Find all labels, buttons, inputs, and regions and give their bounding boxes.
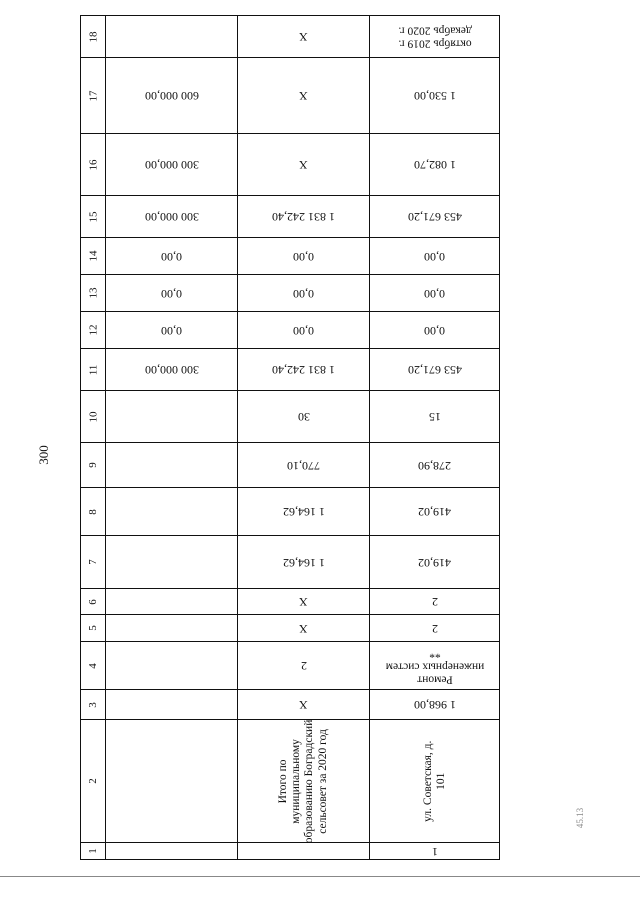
table-cell (237, 843, 369, 859)
table-cell: X (237, 589, 369, 614)
table-cell: октябрь 2019 г. декабрь 2020 г. (369, 16, 499, 57)
column-number: 4 (87, 662, 99, 669)
table-cell: 1 164,62 (237, 488, 369, 535)
table-cell: 453 671,20 (369, 349, 499, 390)
table-cell (105, 843, 237, 859)
column-number: 10 (87, 411, 99, 422)
table-cell: 300 000,00 (105, 134, 237, 195)
table-cell: 0,00 (237, 238, 369, 274)
table-cell: Итого по муниципальному образованию Боградский сельсовет за 2020 год (237, 720, 369, 842)
table-cell: 1 082,70 (369, 134, 499, 195)
table-cell: 2 (237, 642, 369, 689)
table-cell: 2 (369, 615, 499, 641)
column-number: 18 (87, 31, 99, 42)
table-row (81, 488, 499, 536)
table-cell: X (237, 134, 369, 195)
table-row (81, 843, 499, 859)
table-cell: 0,00 (105, 275, 237, 311)
table-cell (105, 16, 237, 57)
table-row (81, 275, 499, 312)
table-cell: X (237, 16, 369, 57)
table-cell: 453 671,20 (369, 196, 499, 237)
table-cell: 1 831 242,40 (237, 349, 369, 390)
table-cell: 300 000,00 (105, 349, 237, 390)
table-cell: 1 (369, 843, 499, 859)
column-number: 6 (87, 598, 99, 605)
table-row (81, 642, 499, 690)
table-row (81, 312, 499, 349)
table-cell: 278,90 (369, 443, 499, 487)
table-cell: 600 000,00 (105, 58, 237, 133)
table-row (81, 391, 499, 443)
table-row (81, 589, 499, 615)
table-cell (105, 391, 237, 442)
table-row (81, 615, 499, 642)
column-number: 9 (87, 462, 99, 468)
table-cell: 1 831 242,40 (237, 196, 369, 237)
column-number: 12 (87, 324, 99, 336)
column-number: 1 (87, 848, 99, 854)
table-cell: 2 (369, 589, 499, 614)
table-row (81, 16, 499, 58)
column-number: 3 (87, 701, 99, 708)
column-number: 2 (87, 778, 99, 784)
column-number: 17 (87, 90, 99, 101)
table-cell: 0,00 (369, 275, 499, 311)
table-row (81, 238, 499, 275)
table-cell: X (237, 690, 369, 719)
table-cell: Ремонт инженерных систем ** (369, 642, 499, 689)
table-cell (105, 536, 237, 588)
table-cell (105, 488, 237, 535)
table-cell: 1 968,00 (369, 690, 499, 719)
column-number: 13 (87, 287, 99, 299)
table-cell: 1 164,62 (237, 536, 369, 588)
table-cell (105, 642, 237, 689)
column-number: 7 (87, 559, 99, 565)
table-row (81, 196, 499, 238)
table-cell: 0,00 (369, 238, 499, 274)
table-row (81, 58, 499, 134)
table-row (81, 536, 499, 589)
page-bottom-edge (0, 876, 640, 877)
table-cell: 770,10 (237, 443, 369, 487)
table-cell (105, 615, 237, 641)
table-cell (105, 720, 237, 842)
table-row (81, 349, 499, 391)
table-cell: 0,00 (237, 275, 369, 311)
table-row (81, 134, 499, 196)
table-cell: 15 (369, 391, 499, 442)
column-number: 15 (87, 211, 99, 222)
column-number: 5 (87, 625, 99, 631)
table-cell (105, 690, 237, 719)
table-row (81, 443, 499, 488)
table-cell: X (237, 58, 369, 133)
table-cell: 419,02 (369, 488, 499, 535)
table-cell: 30 (237, 391, 369, 442)
table-cell: ул. Советская, д. 101 (369, 720, 499, 842)
stamp: 45.13 (575, 807, 585, 829)
table-cell (105, 443, 237, 487)
table-cell: X (237, 615, 369, 641)
column-number: 8 (87, 508, 99, 515)
table-cell: 1 530,00 (369, 58, 499, 133)
table-cell: 300 000,00 (105, 196, 237, 237)
table-row (81, 720, 499, 843)
table-cell: 0,00 (105, 312, 237, 348)
table-cell (105, 589, 237, 614)
rotated-data-table (80, 15, 500, 860)
table-cell: 0,00 (369, 312, 499, 348)
table-cell: 0,00 (105, 238, 237, 274)
column-number: 16 (87, 159, 99, 170)
column-number: 11 (87, 364, 99, 375)
table-cell: 419,02 (369, 536, 499, 588)
column-number: 14 (87, 250, 99, 262)
table-cell: 0,00 (237, 312, 369, 348)
page-number: 300 (36, 445, 51, 465)
